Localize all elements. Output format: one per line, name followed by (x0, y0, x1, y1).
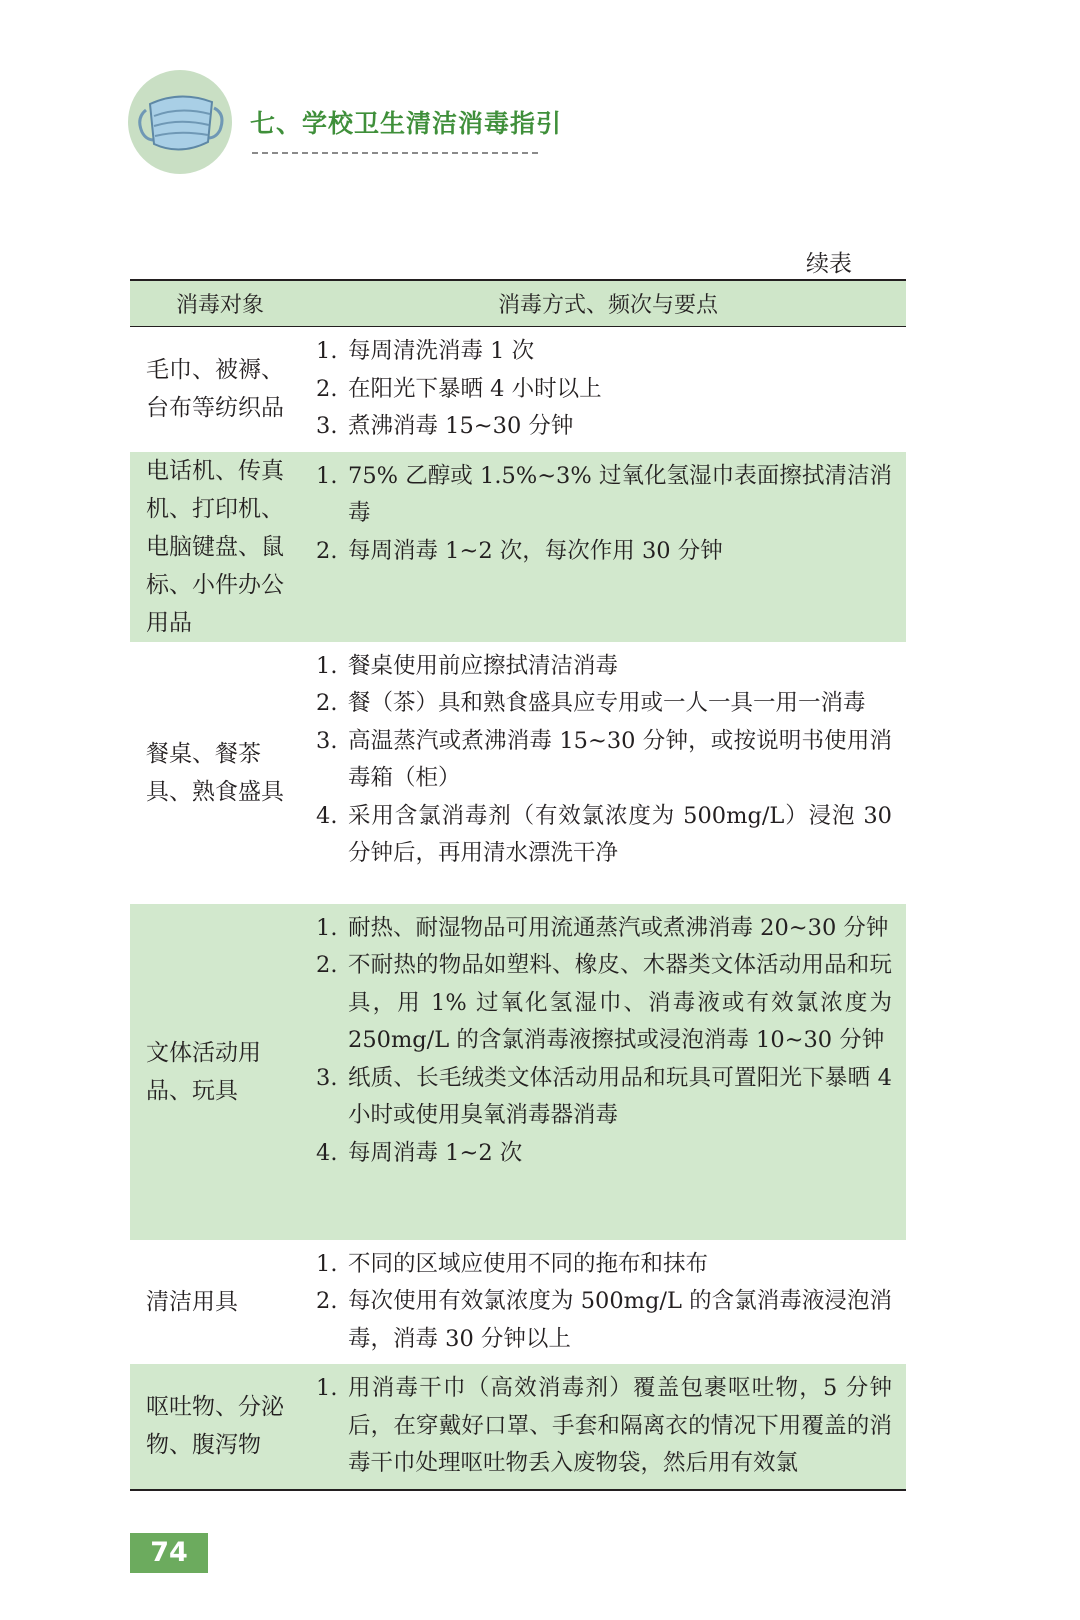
table-row (130, 642, 906, 904)
method-text: 餐桌使用前应擦拭清洁消毒 (348, 652, 619, 679)
method-number: 3. (316, 1064, 338, 1091)
method-item (316, 333, 892, 371)
method-number: 2. (316, 1288, 338, 1314)
page-number: 74 (130, 1533, 208, 1573)
method-list (310, 1364, 906, 1489)
table-row (130, 1240, 906, 1365)
column-header-object: 消毒对象 (175, 293, 264, 318)
table-header (130, 281, 906, 327)
table-row (130, 1364, 906, 1489)
method-text: 纸质、长毛绒类文体活动用品和玩具可置阳光下暴晒 4 小时或使用臭氧消毒器消毒 (348, 1064, 892, 1128)
method-item (316, 1135, 892, 1173)
method-list (310, 1240, 906, 1365)
method-number: 3. (316, 727, 338, 754)
method-number: 1. (316, 338, 338, 364)
method-text: 餐（茶）具和熟食盛具应专用或一人一具一用一消毒 (348, 690, 866, 716)
method-number: 4. (316, 1139, 338, 1166)
method-item (316, 910, 892, 948)
table-row (130, 452, 906, 642)
method-number: 2. (316, 375, 338, 402)
method-text: 每次使用有效氯浓度为 500mg/L 的含氯消毒液浸泡消毒，消毒 30 分钟以上 (348, 1288, 892, 1352)
method-text: 不耐热的物品如塑料、橡皮、木器类文体活动用品和玩具，用 1% 过氧化氢湿巾、消毒液或有效氯浓度为 250mg/L 的含氯消毒液擦拭或浸泡消毒 10~30 分钟 (348, 952, 892, 1053)
method-text: 在阳光下暴晒 4 小时以上 (348, 375, 602, 402)
method-text: 每周清洗消毒 1 次 (348, 338, 535, 364)
method-list (310, 904, 906, 1240)
disinfection-object-text: 文体活动用品、玩具 (146, 1039, 261, 1104)
method-text: 75% 乙醇或 1.5%~3% 过氧化氢湿巾表面擦拭清洁消毒 (348, 462, 892, 526)
method-number: 1. (316, 914, 338, 941)
method-list (310, 327, 906, 452)
method-list (310, 642, 906, 904)
method-number: 3. (316, 413, 338, 439)
continued-label: 续表 (806, 251, 852, 277)
method-text: 用消毒干巾（高效消毒剂）覆盖包裹呕吐物，5 分钟后，在穿戴好口罩、手套和隔离衣的情况下用覆盖的消毒干巾处理呕吐物丢入废物袋，然后用有效氯 (348, 1375, 892, 1476)
method-item (316, 1283, 892, 1358)
disinfection-object-text: 清洁用具 (146, 1288, 238, 1315)
method-item (316, 798, 892, 873)
disinfection-object (130, 452, 310, 642)
method-number: 2. (316, 690, 338, 716)
face-mask-icon (128, 70, 232, 174)
title-divider (252, 152, 538, 154)
section-title: 七、学校卫生清洁消毒指引 (250, 109, 563, 138)
method-number: 1. (316, 1250, 338, 1277)
method-item (316, 458, 892, 533)
table-row (130, 327, 906, 452)
method-item (316, 1370, 892, 1483)
method-item (316, 408, 892, 446)
table-body (130, 327, 906, 1489)
method-text: 采用含氯消毒剂（有效氯浓度为 500mg/L）浸泡 30 分钟后，再用清水漂洗干净 (348, 802, 892, 866)
method-item (316, 947, 892, 1060)
method-list (310, 452, 906, 642)
method-item (316, 1246, 892, 1284)
disinfection-object (130, 642, 310, 904)
disinfection-object-text: 餐桌、餐茶具、熟食盛具 (146, 740, 284, 805)
method-item (316, 648, 892, 686)
method-number: 1. (316, 652, 338, 679)
disinfection-table (130, 279, 906, 1491)
method-number: 2. (316, 537, 338, 564)
method-number: 1. (316, 1375, 338, 1401)
method-item (316, 685, 892, 723)
disinfection-object (130, 1240, 310, 1365)
method-item (316, 1060, 892, 1135)
method-text: 煮沸消毒 15~30 分钟 (348, 413, 574, 439)
method-text: 每周消毒 1~2 次 (348, 1139, 523, 1166)
method-text: 耐热、耐湿物品可用流通蒸汽或煮沸消毒 20~30 分钟 (348, 914, 889, 941)
disinfection-object (130, 904, 310, 1240)
method-item (316, 371, 892, 409)
disinfection-object (130, 1364, 310, 1489)
disinfection-object (130, 327, 310, 452)
method-number: 4. (316, 802, 338, 829)
method-text: 每周消毒 1~2 次，每次作用 30 分钟 (348, 537, 723, 564)
table-row (130, 904, 906, 1240)
method-text: 不同的区域应使用不同的拖布和抹布 (348, 1250, 709, 1277)
disinfection-object-text: 呕吐物、分泌物、腹泻物 (146, 1394, 284, 1459)
method-number: 1. (316, 462, 338, 489)
column-header-method: 消毒方式、频次与要点 (497, 293, 718, 318)
method-item (316, 723, 892, 798)
disinfection-object-text: 电话机、传真机、打印机、电脑键盘、鼠标、小件办公用品 (146, 457, 284, 636)
method-text: 高温蒸汽或煮沸消毒 15~30 分钟，或按说明书使用消毒箱（柜） (348, 727, 892, 791)
disinfection-object-text: 毛巾、被褥、台布等纺织品 (146, 357, 284, 422)
method-number: 2. (316, 952, 338, 978)
method-item (316, 533, 892, 571)
